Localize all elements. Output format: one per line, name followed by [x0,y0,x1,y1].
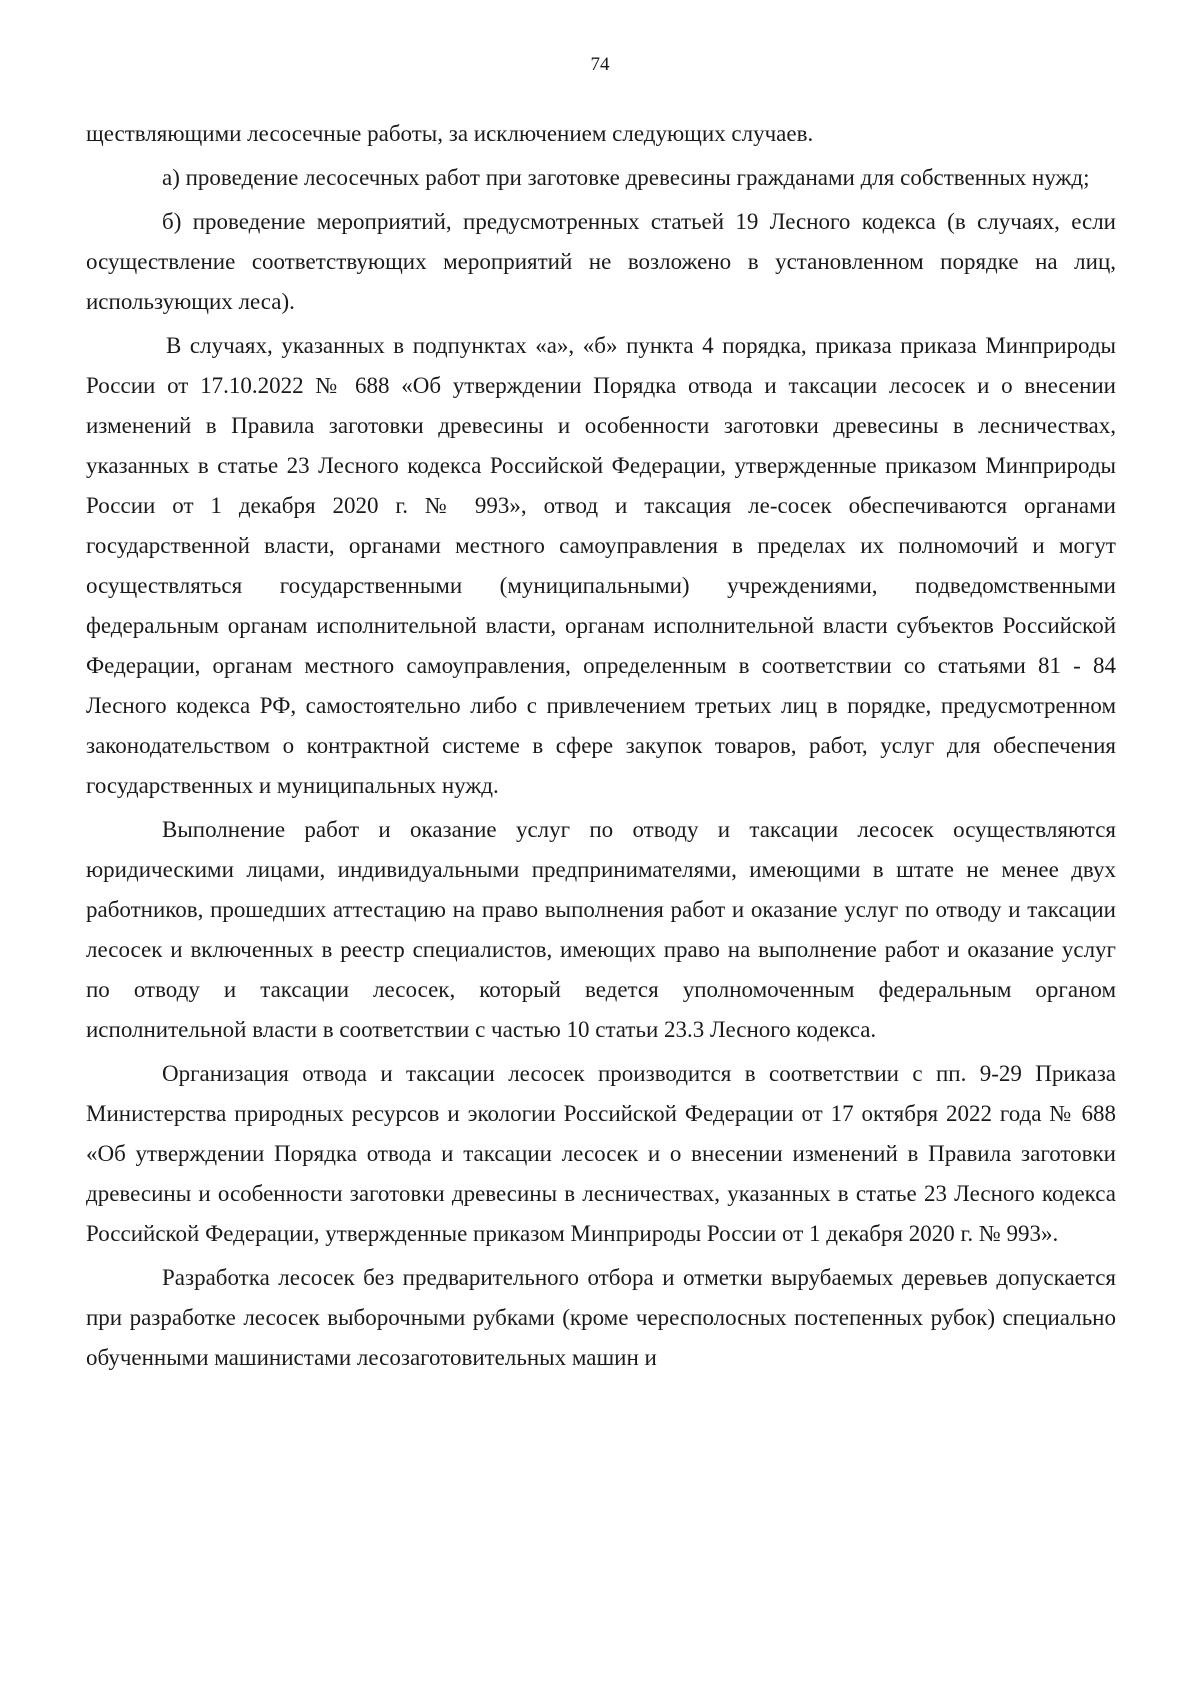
document-body [86,114,1116,1382]
page-number: 74 [590,54,610,75]
paragraph-item-a: а) проведение лесосечных работ при заготовке древесины гражданами для собственных нужд; [162,165,1090,190]
paragraph-cases: В случаях, указанных в подпунктах «а», «б» пункта 4 порядка, приказа приказа Минприроды России от 17.10.2022 № 688 «Об утверждении Порядка отвода и таксации лесосек и о внесении изменений в Правила заготовки древесины и особенности заготовки древесины в лесничествах, указанных в статье 23 Лесного кодекса Российской Федерации, утвержденные приказом Минприроды России от 1 декабря 2020 г. № 993», отвод и таксация ле-сосек обеспечиваются органами государственной власти, органами местного самоуправления в пределах их полномочий и могут осуществляться государственными (муниципальными) учреждениями, подведомственными федеральным органам исполнительной власти, органам исполнительной власти субъектов Российской Федерации, органам местного самоуправления, определенным в соответствии со статьями 81 - 84 Лесного кодекса РФ, самостоятельно либо с привлечением третьих лиц в порядке, предусмотренном законодательством о контрактной системе в сфере закупок товаров, работ, услуг для обеспечения государственных и муниципальных нужд. [86,333,1116,798]
paragraph-continuation: ществляющими лесосечные работы, за исключением следующих случаев. [86,121,814,146]
paragraph-organization: Организация отвода и таксации лесосек производится в соответствии с пп. 9-29 Приказа Министерства природных ресурсов и экологии Российской Федерации от 17 октября 2022 года № 688 «Об утверждении Порядка отвода и таксации лесосек и о внесении изменений в Правила заготовки древесины и особенности заготовки древесины в лесничествах, указанных в статье 23 Лесного кодекса Российской Федерации, утвержденные приказом Минприроды России от 1 декабря 2020 г. № 993». [86,1061,1116,1246]
paragraph-item-b: б) проведение мероприятий, предусмотренных статьей 19 Лесного кодекса (в случаях, если осуществление соответствующих мероприятий не возложено в установленном порядке на лиц, использующих леса). [86,209,1116,314]
paragraph-works-execution: Выполнение работ и оказание услуг по отводу и таксации лесосек осуществляются юридическими лицами, индивидуальными предпринимателями, имеющими в штате не менее двух работников, прошедших аттестацию на право выполнения работ и оказание услуг по отводу и таксации лесосек и включенных в реестр специалистов, имеющих право на выполнение работ и оказание услуг по отводу и таксации лесосек, который ведется уполномоченным федеральным органом исполнительной власти в соответствии с частью 10 статьи 23.3 Лесного кодекса. [86,817,1116,1042]
paragraph-development: Разработка лесосек без предварительного отбора и отметки вырубаемых деревьев допускается при разработке лесосек выборочными рубками (кроме чересполосных постепенных рубок) специально обученными машинистами лесозаготовительных машин и [86,1265,1116,1370]
